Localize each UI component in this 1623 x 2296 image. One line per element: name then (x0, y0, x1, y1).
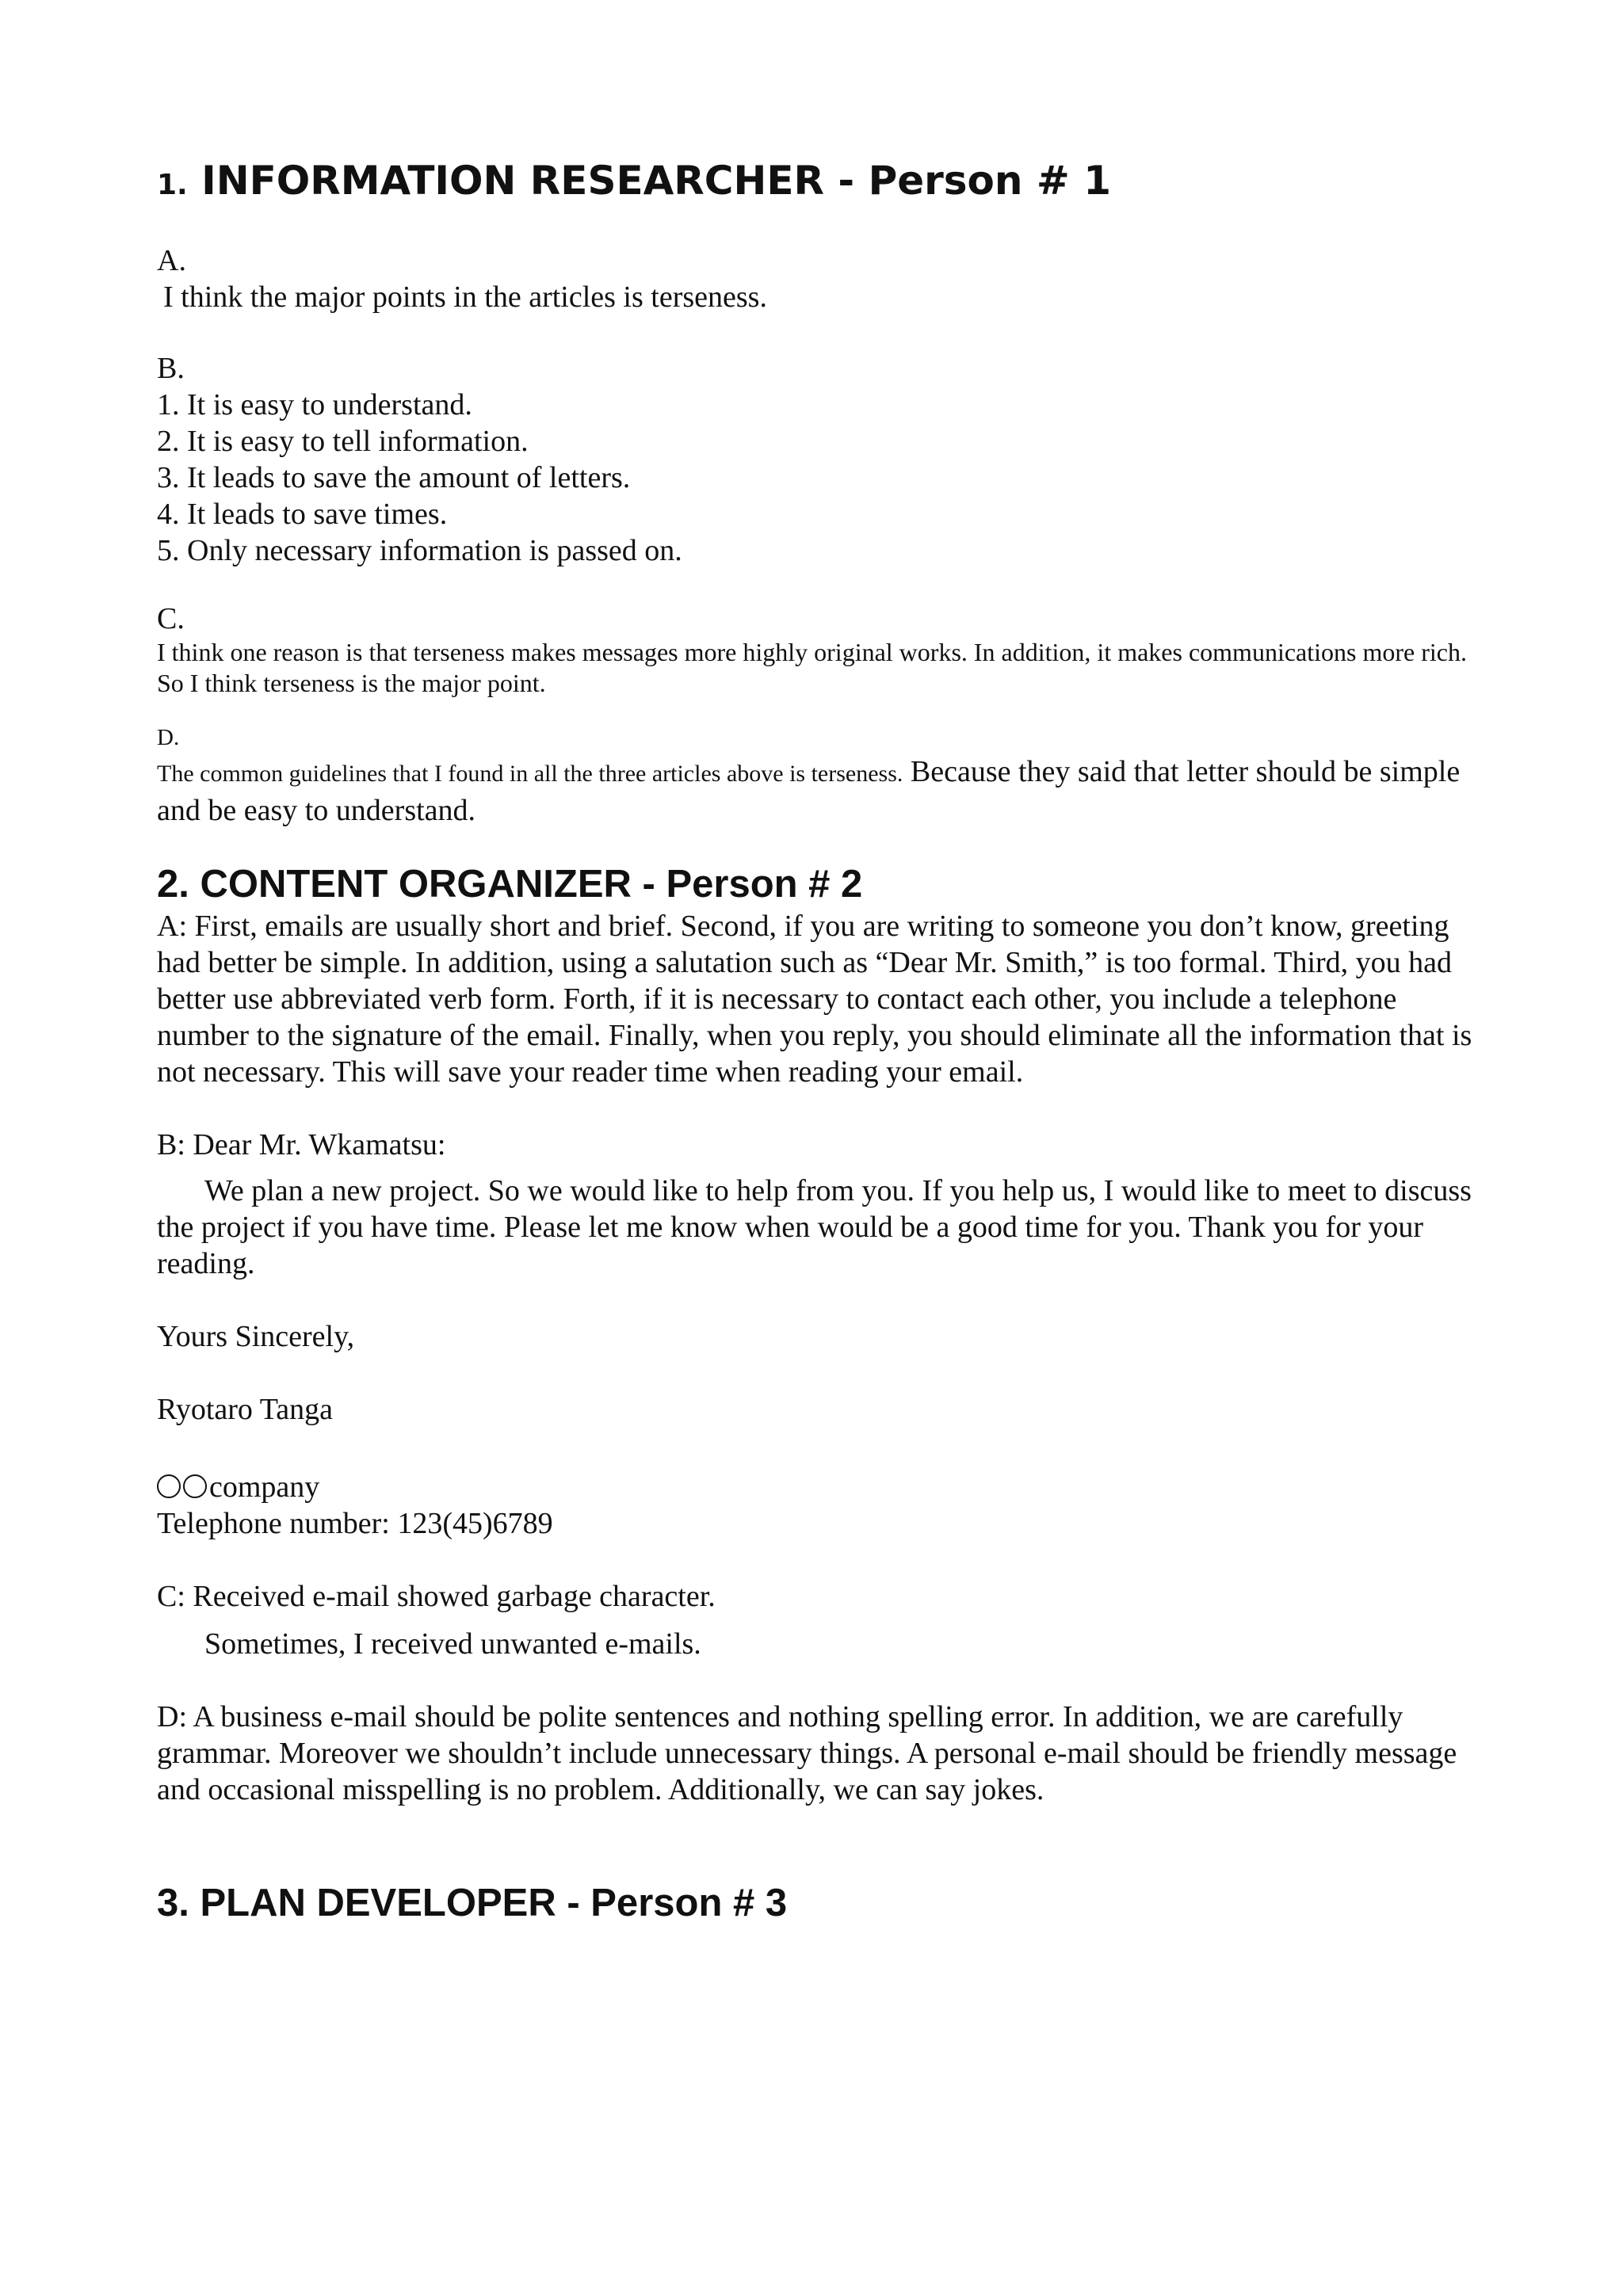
section1-heading-text: INFORMATION RESEARCHER - Person # 1 (187, 158, 1111, 204)
section1-d-text-small: The common guidelines that I found in all the three articles above is terseness. (157, 761, 903, 787)
section1-c-text: I think one reason is that terseness makes messages more highly original works. In addition, it makes communications more rich. So I think terseness is the major point. (157, 638, 1467, 697)
section2-b-company-line (157, 1469, 1488, 1505)
section1-d-paragraph (157, 753, 1488, 829)
section2-d-text: D: A business e-mail should be polite sentences and nothing spelling error. In addition, we are carefully grammar. Moreover we shouldn’t include unnecessary things. A personal e-mail should be friendly message and occasional misspelling is no problem. Additionally, we can say jokes. (157, 1700, 1457, 1806)
section1-heading-number: 1. (157, 169, 188, 201)
section1-b-list (157, 387, 1488, 569)
list-item: 2. It is easy to tell information. (157, 425, 529, 458)
section1-b-label: B. (157, 352, 185, 385)
section3-heading: 3. PLAN DEVELOPER - Person # 3 (157, 1882, 788, 1924)
section2-b-company: company (209, 1470, 320, 1504)
section2-b-closing: Yours Sincerely, (157, 1320, 355, 1353)
section2-a-text: A: First, emails are usually short and brief. Second, if you are writing to someone you don’t know, greeting had better be simple. In addition, using a salutation such as “Dear Mr. Smith,” is too formal. Third, you had better use abbreviated verb form. Forth, if it is necessary to contact each other, you include a telephone number to the signature of the email. Finally, when you reply, you should eliminate all the information that is not necessary. This will save your reader time when reading your email. (157, 910, 1472, 1089)
section1-a-text: I think the major points in the articles is terseness. (163, 280, 767, 314)
section1-d-label: D. (157, 725, 180, 750)
section2-b-name: Ryotaro Tanga (157, 1393, 334, 1426)
section1-a-label: A. (157, 244, 186, 277)
section1-heading (157, 155, 1488, 211)
section1-d-text-large: Because they said that letter should be simple and be easy to understand. (157, 755, 1461, 827)
list-item: 4. It leads to save times. (157, 498, 448, 531)
section2-c-line1: C: Received e-mail showed garbage character. (157, 1580, 716, 1613)
section1-c-label: C. (157, 602, 185, 635)
circle-icon (157, 1474, 181, 1498)
list-item: 5. Only necessary information is passed on. (157, 534, 682, 567)
list-item: 1. It is easy to understand. (157, 388, 472, 421)
section2-heading: 2. CONTENT ORGANIZER - Person # 2 (157, 863, 863, 906)
section2-b-body: We plan a new project. So we would like to help from you. If you help us, I would like to meet to discuss the project if you have time. Please let me know when would be a good time for you. Thank you for your reading. (157, 1174, 1472, 1280)
document-page (157, 155, 1488, 1927)
section2-c-line2: Sometimes, I received unwanted e-mails. (204, 1627, 701, 1661)
section2-b-greeting: B: Dear Mr. Wkamatsu: (157, 1128, 446, 1161)
list-item: 3. It leads to save the amount of letters. (157, 461, 631, 494)
circle-icon (183, 1474, 207, 1498)
section2-b-telephone: Telephone number: 123(45)6789 (157, 1507, 553, 1540)
